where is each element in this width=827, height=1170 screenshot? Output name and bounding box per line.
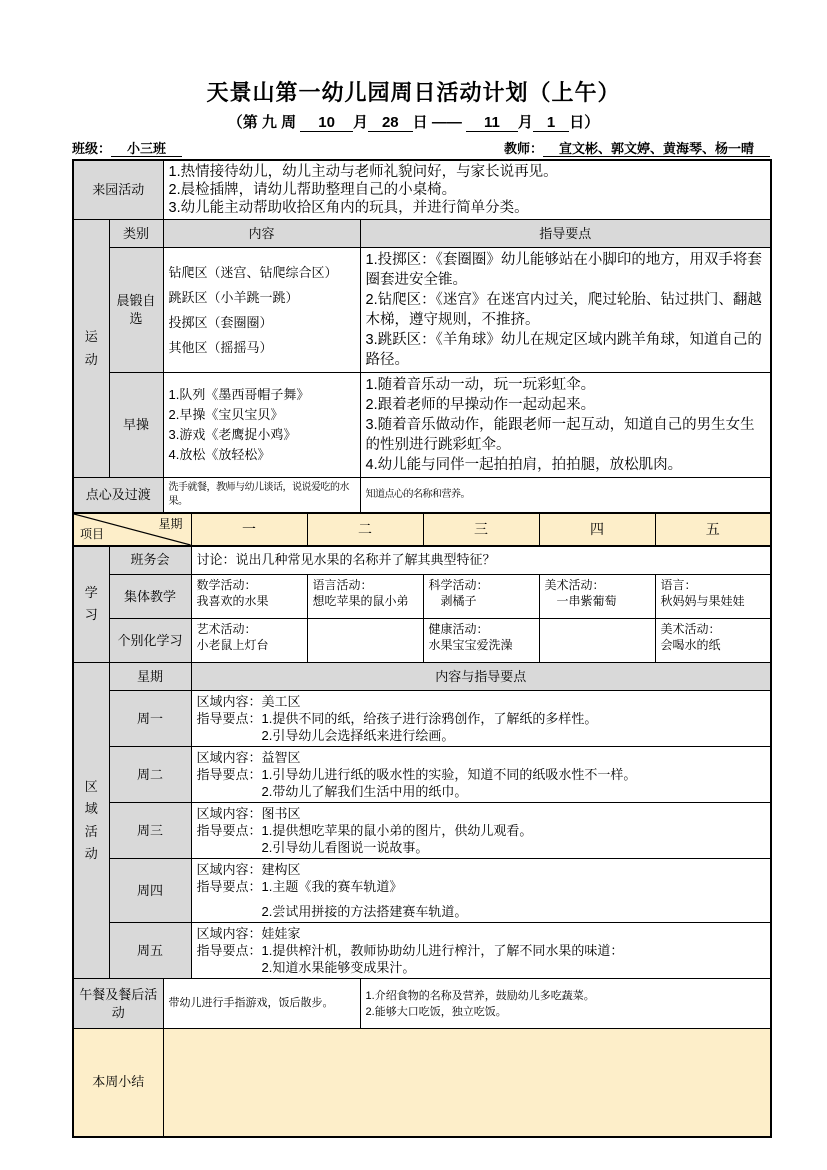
region-area: 区域内容：美工区 [196,694,301,709]
subtitle-prefix: （第 九 周 [227,114,297,131]
content-line: 其他区（摇摇马） [168,340,273,355]
summary-content [163,1029,771,1137]
class-teacher-line [72,138,770,157]
region-day-label: 周四 [109,859,191,923]
region-point: 指导要点：1.提供不同的纸，给孩子进行涂鸦创作，了解纸的多样性。 [196,711,598,726]
row-region-header [73,663,771,691]
class-field [72,138,182,157]
lunch-point: 1.介绍食物的名称及营养，鼓励幼儿多吃蔬菜。 [365,989,595,1002]
point-item: 2.跟着老师的早操动作一起动起来。 [365,397,596,413]
row-summary [73,1029,771,1137]
lunch-label: 午餐及餐后活动 [73,979,163,1029]
individual-mon: 艺术活动： 小老鼠上灯台 [191,619,307,663]
lunch-points [360,979,771,1029]
row-arrival [73,160,771,220]
content-line: 1.队列《墨西哥帽子舞》 [168,387,310,402]
day-2-label: 日） [569,114,600,131]
region-point: 指导要点：1.引导幼儿进行纸的吸水性的实验，知道不同的纸吸水性不一样。 [196,767,637,782]
individual-wed: 健康活动： 水果宝宝爱洗澡 [423,619,539,663]
arrival-label-cell: 来园活动 [73,160,163,220]
month-2-label: 月 [517,114,533,131]
sport-col-points: 指导要点 [360,220,771,248]
region-day-label: 周三 [109,803,191,859]
month-1-blank: 10 [300,114,353,132]
activity-plan-table [72,159,772,1138]
region-area: 区域内容：图书区 [196,806,301,821]
row-individual-learning [73,619,771,663]
content-line: 钻爬区（迷宫、钻爬综合区） [168,265,338,280]
arrival-content-cell [163,160,771,220]
content-line: 3.游戏《老鹰捉小鸡》 [168,427,297,442]
region-week-header: 星期 [109,663,191,691]
snack-label: 点心及过渡 [73,478,163,513]
row-morning-exercise [73,373,771,478]
class-label: 班级： [72,141,112,156]
group-teaching-thu: 美术活动： 一串紫葡萄 [539,575,655,619]
teacher-label: 教师： [503,141,543,156]
row-region-fri [73,923,771,979]
arrival-line: 3.幼儿能主动帮助收拾区角内的玩具，并进行简单分类。 [168,200,529,216]
corner-item-label: 项目 [80,527,105,542]
region-day-content [191,803,771,859]
region-section-label: 区域活动 [73,663,109,979]
region-point: 2.带幼儿了解我们生活中用的纸巾。 [261,784,468,799]
point-item: 1.随着音乐动一动，玩一玩彩虹伞。 [365,377,596,393]
point-item: 3.跳跃区：《羊角球》幼儿在规定区域内跳羊角球，知道自己的路径。 [365,332,762,368]
group-teaching-wed: 科学活动： 剥橘子 [423,575,539,619]
row-lunch [73,979,771,1029]
summary-label: 本周小结 [73,1029,163,1137]
row-region-thu [73,859,771,923]
point-item: 4.幼儿能与同伴一起拍拍肩，拍拍腿，放松肌肉。 [365,457,683,473]
snack-content: 洗手就餐，教师与幼儿谈话，说说爱吃的水果。 [163,478,360,513]
point-item: 3.随着音乐做动作，能跟老师一起互动，知道自己的男生女生的性别进行跳彩虹伞。 [365,417,755,453]
row-week-header [73,513,771,546]
corner-week-label: 星期 [158,516,183,531]
individual-fri: 美术活动： 会喝水的纸 [655,619,771,663]
snack-points: 知道点心的名称和营养。 [360,478,771,513]
region-area: 区域内容：建构区 [196,862,301,877]
sport-col-category: 类别 [109,220,163,248]
class-value: 小三班 [111,141,182,157]
individual-tue [307,619,423,663]
region-point: 指导要点：1.提供想吃苹果的鼠小弟的图片，供幼儿观看。 [196,823,533,838]
point-item: 2.钻爬区：《迷宫》在迷宫内过关，爬过轮胎、钻过拱门、翻越木梯，遵守规则，不推挤。 [365,292,762,328]
region-day-label: 周五 [109,923,191,979]
self-exercise-label: 晨锻自选 [109,248,163,373]
content-line: 跳跃区（小羊跳一跳） [168,290,299,305]
row-self-exercise [73,248,771,373]
individual-thu [539,619,655,663]
class-meeting-content: 讨论：说出几种常见水果的名称并了解其典型特征？ [191,546,771,575]
arrival-line: 1.热情接待幼儿，幼儿主动与老师礼貌问好，与家长说再见。 [168,164,558,180]
row-region-tue [73,747,771,803]
region-point: 2.知道水果能够变成果汁。 [261,960,416,975]
region-point: 指导要点：1.主题《我的赛车轨道》 [196,879,403,894]
region-day-label: 周二 [109,747,191,803]
region-area: 区域内容：娃娃家 [196,926,301,941]
region-day-content [191,923,771,979]
week-date-line [0,111,827,132]
date-dash: —— [431,114,462,131]
month-1-label: 月 [352,114,368,131]
group-teaching-tue: 语言活动： 想吃苹果的鼠小弟 [307,575,423,619]
region-area: 区域内容：益智区 [196,750,301,765]
sport-section-label: 运动 [73,220,109,478]
row-region-mon [73,691,771,747]
morning-exercise-points [360,373,771,478]
region-point: 2.尝试用拼接的方法搭建赛车轨道。 [261,904,468,919]
arrival-line: 2.晨检插牌，请幼儿帮助整理自己的小桌椅。 [168,182,457,198]
week-corner-cell [73,513,191,546]
study-section-label: 学习 [73,546,109,663]
content-line: 4.放松《放轻松》 [168,447,271,462]
individual-learning-label: 个别化学习 [109,619,191,663]
self-exercise-content [163,248,360,373]
morning-exercise-content [163,373,360,478]
day-header-mon: 一 [191,513,307,546]
region-day-content [191,859,771,923]
row-region-wed [73,803,771,859]
content-line: 2.早操《宝贝宝贝》 [168,407,284,422]
point-item: 1.投掷区：《套圈圈》幼儿能够站在小脚印的地方，用双手将套圈套进安全锥。 [365,252,762,288]
sport-col-content: 内容 [163,220,360,248]
day-header-tue: 二 [307,513,423,546]
day-header-fri: 五 [655,513,771,546]
group-teaching-mon: 数学活动： 我喜欢的水果 [191,575,307,619]
teacher-field [504,138,770,157]
group-teaching-label: 集体教学 [109,575,191,619]
month-2-blank: 11 [466,114,518,132]
day-1-label: 日 [412,114,428,131]
region-day-content [191,691,771,747]
day-1-blank: 28 [368,114,413,132]
teacher-value: 宣文彬、郭文婷、黄海琴、杨一晴 [543,141,770,157]
region-point: 2.引导幼儿会选择纸来进行绘画。 [261,728,455,743]
page-title: 天景山第一幼儿园周日活动计划（上午） [206,80,621,105]
class-meeting-label: 班务会 [109,546,191,575]
self-exercise-points [360,248,771,373]
region-content-header: 内容与指导要点 [191,663,771,691]
group-teaching-fri: 语言： 秋妈妈与果娃娃 [655,575,771,619]
region-day-content [191,747,771,803]
lunch-point: 2.能够大口吃饭，独立吃饭。 [365,1005,507,1018]
row-group-teaching [73,575,771,619]
day-2-blank: 1 [533,114,569,132]
row-snack [73,478,771,513]
day-header-thu: 四 [539,513,655,546]
region-point: 2.引导幼儿看图说一说故事。 [261,840,429,855]
morning-exercise-label: 早操 [109,373,163,478]
region-day-label: 周一 [109,691,191,747]
content-line: 投掷区（套圈圈） [168,315,273,330]
lunch-content: 带幼儿进行手指游戏，饭后散步。 [163,979,360,1029]
day-header-wed: 三 [423,513,539,546]
row-sport-header [73,220,771,248]
row-class-meeting [73,546,771,575]
region-point: 指导要点：1.提供榨汁机，教师协助幼儿进行榨汁，了解不同水果的味道： [196,943,624,958]
